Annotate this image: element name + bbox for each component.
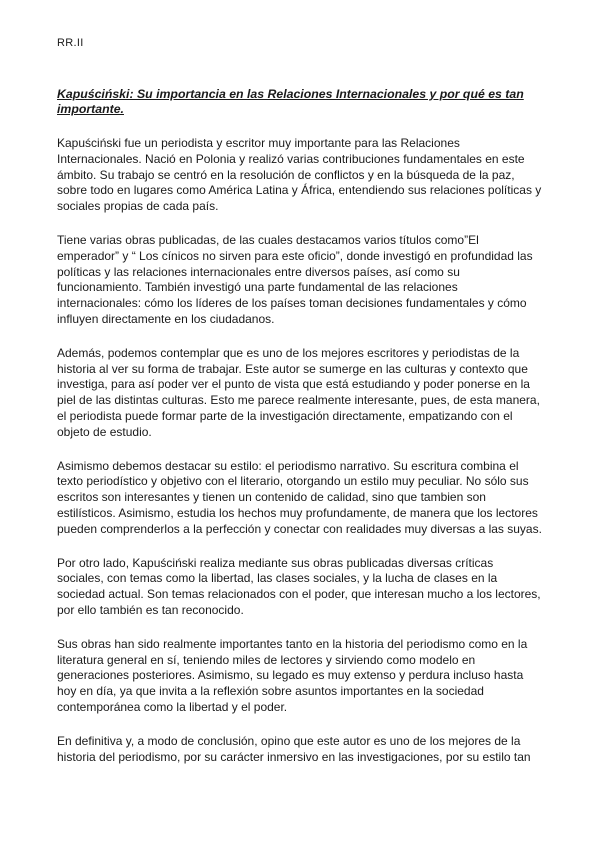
header-code: RR.II — [57, 37, 84, 49]
document-title: Kapuściński: Su importancia en las Relaciones Internacionales y por qué es tan importante. — [57, 87, 524, 116]
paragraph-1: Kapuściński fue un periodista y escritor muy importante para las Relaciones Internacionales. Nació en Polonia y realizó varias contribuciones fundamentales en este ámbito. Su trabajo se centró en la resolución de conflictos y en la búsqueda de la paz, sobre todo en lugares como América Latina y África, entendiendo sus relaciones políticas y sociales propias de cada país. — [57, 136, 542, 214]
paragraph-4: Asimismo debemos destacar su estilo: el periodismo narrativo. Su escritura combina el texto periodístico y objetivo con el literario, otorgando un estilo muy peculiar. No sólo sus escritos son interesantes y tienen un contenido de calidad, sino que tambien son estilísticos. Asimismo, estudia los hechos muy profundamente, de manera que los lectores pueden comprenderlos a la perfección y conectar con realidades muy diversas a las suyas. — [57, 458, 542, 536]
paragraph-3: Además, podemos contemplar que es uno de los mejores escritores y periodistas de la historia al ver su forma de trabajar. Este autor se sumerge en las culturas y contexto que investiga, para así poder ver el punto de vista que está estudiando y poder ponerse en la piel de las distintas culturas. Esto me parece realmente interesante, pues, de esta manera, el periodista puede formar parte de la investigación directamente, empatizando con el objeto de estudio. — [57, 345, 540, 439]
paragraph-5: Por otro lado, Kapuściński realiza mediante sus obras publicadas diversas críticas sociales, con temas como la libertad, las clases sociales, y la lucha de clases en la sociedad actual. Son temas relacionados con el poder, que interesan mucho a los lectores, por ello también es tan reconocido. — [57, 555, 541, 617]
paragraph-7: En definitiva y, a modo de conclusión, opino que este autor es uno de los mejores de la historia del periodismo, por su carácter inmersivo en las investigaciones, por su estilo tan — [57, 733, 531, 764]
paragraph-6: Sus obras han sido realmente importantes tanto en la historia del periodismo como en la literatura general en sí, teniendo miles de lectores y sirviendo como modelo en generaciones posteriores. Asimismo, su legado es muy extenso y perdura incluso hasta hoy en día, ya que invita a la reflexión sobre asuntos importantes en la sociedad contemporánea como la libertad y el poder. — [57, 636, 528, 714]
paragraph-2: Tiene varias obras publicadas, de las cuales destacamos varios títulos como”El emperador” y “ Los cínicos no sirven para este oficio”, donde investigó en profundidad las políticas y las relaciones internacionales entre diversos países, así como su funcionamiento. También investigó una parte fundamental de las relaciones internacionales: cómo los líderes de los países toman decisiones fundamentales y cómo influyen directamente en los ciudadanos. — [57, 232, 533, 326]
document-body — [57, 87, 543, 783]
